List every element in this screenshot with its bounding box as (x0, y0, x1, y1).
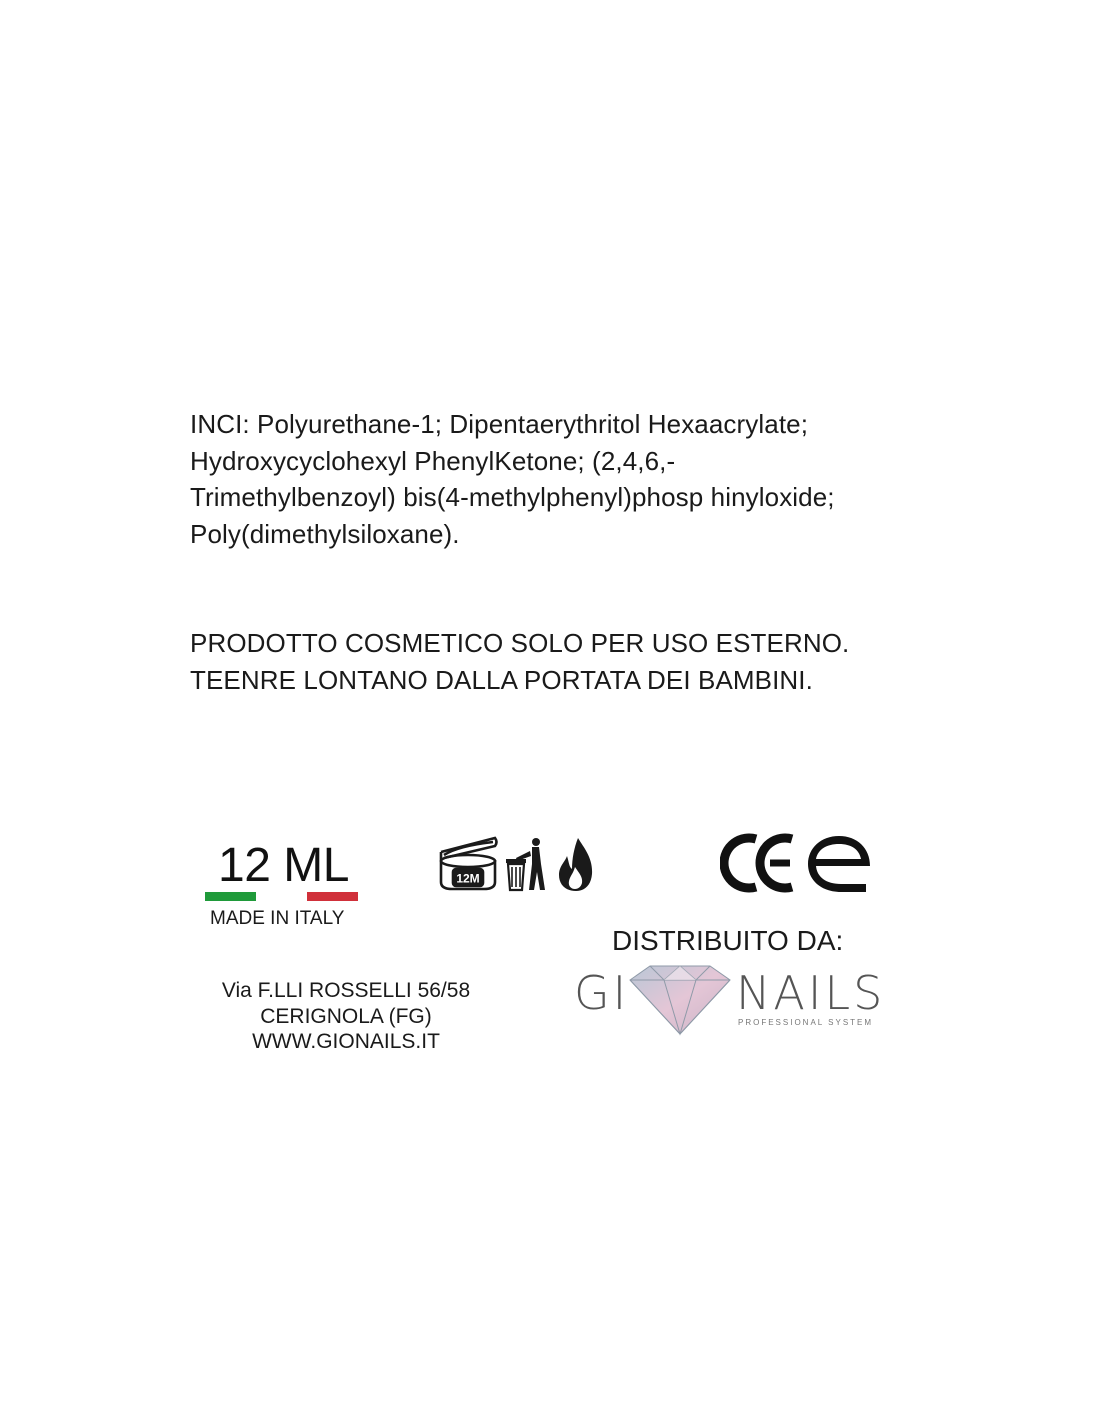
logo-text-left: GI (574, 966, 630, 1020)
diamond-icon (628, 962, 732, 1036)
website-link[interactable]: WWW.GIONAILS.IT (252, 1030, 440, 1053)
ingredients-line: Hydroxycyclohexyl PhenylKetone; (2,4,6,- (190, 445, 676, 476)
address-city: CERIGNOLA (FG) (260, 1004, 432, 1028)
gionails-logo (572, 962, 902, 1040)
flammable-icon (559, 838, 592, 891)
pao-jar-icon (441, 838, 497, 889)
warning-line: TEENRE LONTANO DALLA PORTATA DEI BAMBINI. (190, 664, 813, 695)
warning-line: PRODOTTO COSMETICO SOLO PER USO ESTERNO. (190, 628, 850, 658)
product-symbols (438, 834, 598, 894)
volume-label: 12 ML (218, 839, 349, 892)
recycle-bin-icon (506, 838, 545, 890)
certification-marks (720, 832, 874, 894)
ingredients-list (190, 406, 950, 552)
ingredients-line: Trimethylbenzoyl) bis(4-methylphenyl)phosp hinyloxide; (190, 482, 835, 512)
italian-flag-green-bar (205, 892, 256, 901)
ingredients-line: Poly(dimethylsiloxane). (190, 518, 460, 549)
logo-text-right: NAILS (736, 966, 886, 1020)
safety-warning (190, 625, 950, 698)
italian-flag-red-bar (307, 892, 358, 901)
logo-tagline: PROFESSIONAL SYSTEM (738, 1018, 874, 1027)
estimated-e-icon (808, 836, 870, 892)
address-block (196, 978, 496, 1055)
origin-label: MADE IN ITALY (210, 908, 345, 929)
address-street: Via F.LLI ROSSELLI 56/58 (221, 979, 471, 1002)
pao-label: 12M (456, 871, 480, 886)
ingredients-line: INCI: Polyurethane-1; Dipentaerythritol Hexaacrylate; (190, 409, 809, 439)
distributor-heading: DISTRIBUITO DA: (612, 925, 844, 956)
